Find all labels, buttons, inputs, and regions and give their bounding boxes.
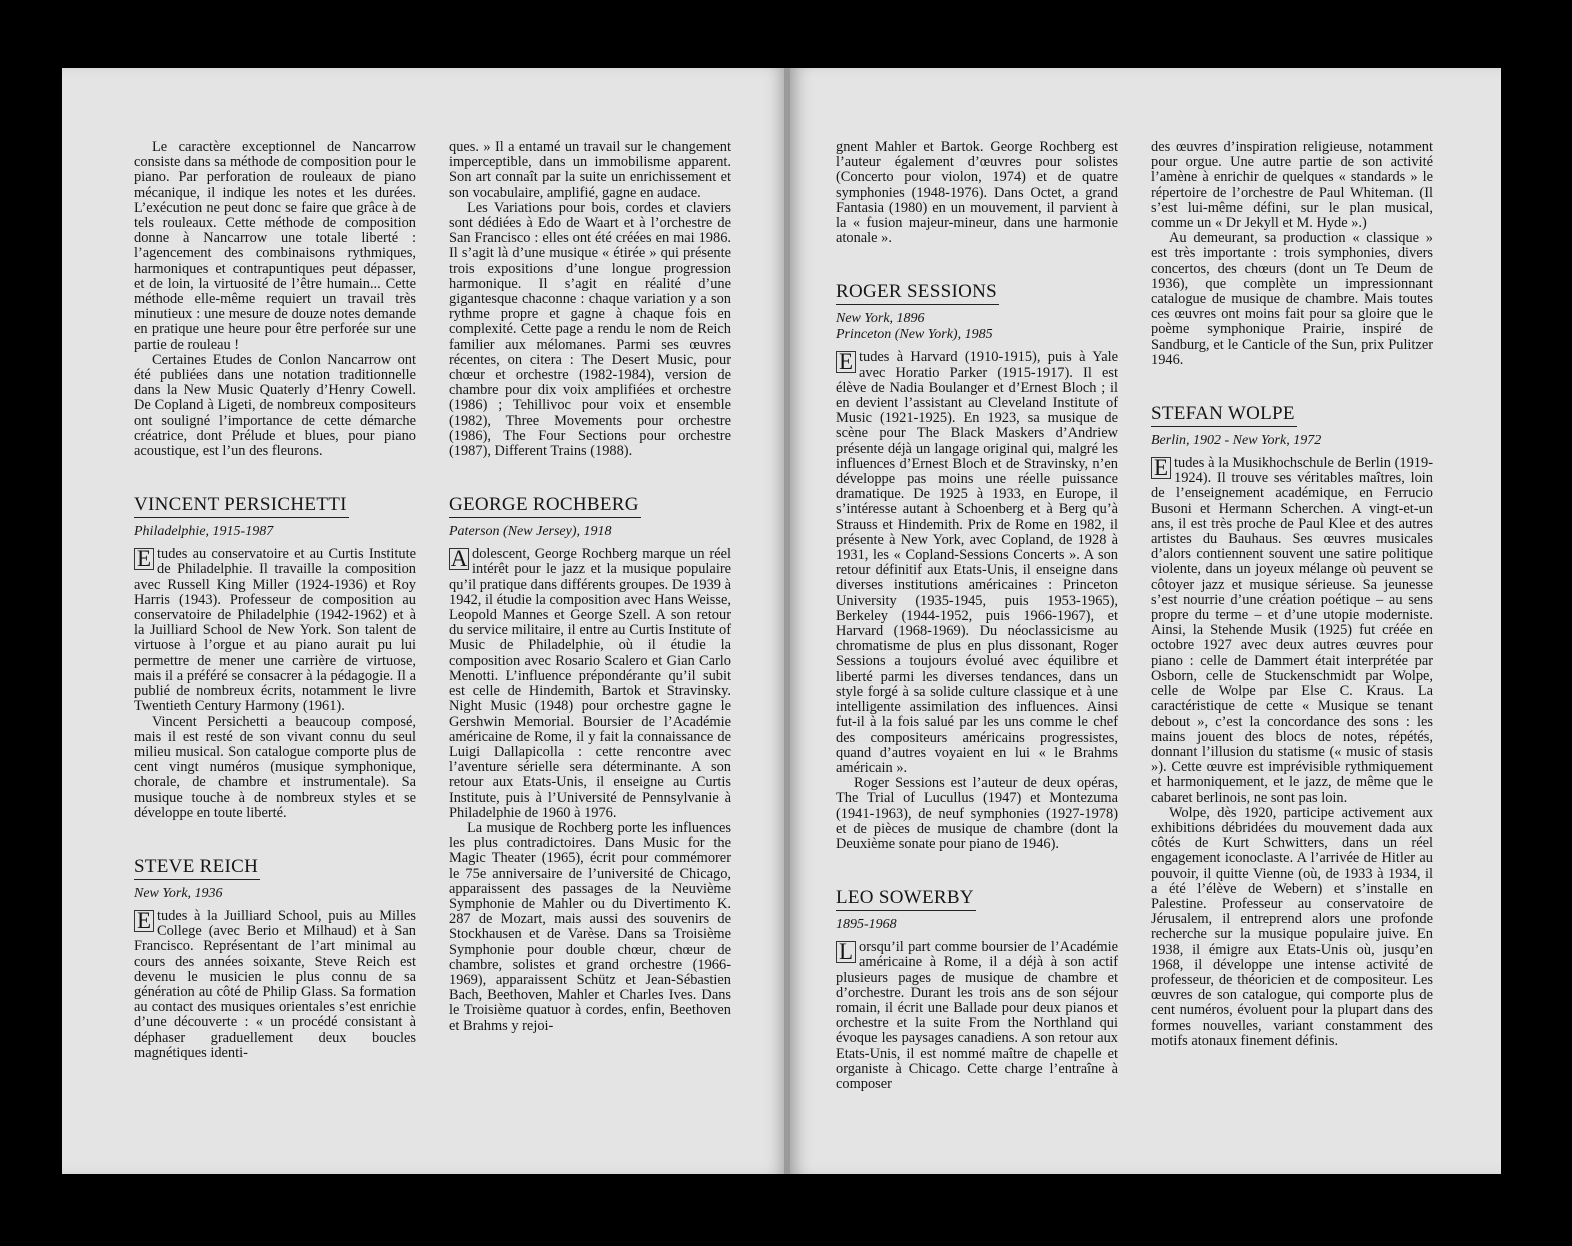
dates-sessions-birth: New York, 1896 bbox=[836, 311, 925, 327]
left-column-2 bbox=[449, 140, 731, 1034]
dates-wolpe: Berlin, 1902 - New York, 1972 bbox=[1151, 433, 1322, 449]
persichetti-paragraph-1: E tudes au conservatoire et au Curtis Institute de Philadelphie. Il travaille la composition avec Russell King Miller (1924-1936) et Roy Harris (1943). Professeur de composition au conservatoire de Philadelphie (1942-1962) et à la Juilliard School de New York. Son talent de virtuose à l’orgue et au piano aurait pu lui permettre de mener une carrière de virtuose, mais il a préféré se consacrer à la pédagogie. Il a publié de nombreux écrits, notamment le livre Twentieth Century Harmony (1961). bbox=[134, 546, 416, 715]
sowerby-continued-2: Au demeurant, sa production « classique » est très importante : trois symphonies, divers concertos, des chœurs (dont un Te Deum de 1936), que complète un impressionnant catalogue de musique de chambre. Mais toutes ces œuvres ont moins fait pour sa gloire que le poème symphonique Prairie, inspiré de Sandburg, et le Canticle of the Sun, prix Pulitzer 1946. bbox=[1151, 230, 1433, 368]
wolpe-paragraph-2: Wolpe, dès 1920, participe activement aux exhibitions débridées du mouvement dada aux côtés de Kurt Schwitters, dans un réel engagement iconoclaste. A l’arrivée de Hitler au pouvoir, il quitte Vienne (où, de 1933 à 1934, il a été l’élève de Webern) et s’installe en Palestine. Professeur au conservatoire de Jérusalem, il entreprend alors une profonde recherche sur la musique populaire juive. En 1938, il émigre aux Etats-Unis où, jusqu’en 1968, il développe une intense activité de professeur, de théoricien et de compositeur. Les œuvres de son catalogue, qui comporte plus de cent numéros, évoluent pour la plupart dans des formes nouvelles, variant constamment des motifs atonaux finement définis. bbox=[1151, 804, 1433, 1049]
heading-wolpe: STEFAN WOLPE bbox=[1151, 402, 1297, 427]
reich-continued-2: Les Variations pour bois, cordes et claviers sont dédiées à Edo de Waart et à l’orchestre de San Francisco : elles ont été créées en mai 1986. Il s’agit là d’une musique « étirée » qui présente trois expositions d’une longue progression harmonique. Il s’agit en réalité d’une gigantesque chaconne : chaque variation y a son rythme propre et gagne à chaque fois en complexité. Cette page a rendu le nom de Reich familier aux mélomanes. Parmi ses œuvres récentes, on citera : The Desert Music, pour chœur et orchestre (1982-1984), version de chambre pour dix voix amplifiées et orchestre (1986) ; Tehillivoc pour voix et ensemble (1982), Three Movements pour orchestre (1986), The Four Sections pour orchestre (1987), Different Trains (1988). bbox=[449, 199, 731, 460]
drop-cap: E bbox=[836, 351, 856, 373]
dates-reich: New York, 1936 bbox=[134, 885, 223, 901]
dates-sowerby: 1895-1968 bbox=[836, 917, 897, 933]
heading-persichetti: VINCENT PERSICHETTI bbox=[134, 493, 349, 518]
nancarrow-paragraph-2: Certaines Etudes de Conlon Nancarrow ont été publiées dans une notation traditionnelle dans la New Music Quaterly d’Henry Cowell. De Copland à Ligeti, de nombreux compositeurs ont souligné l’importance de cette démarche créatrice, dont Prélude et blues, pour piano acoustique, est l’un des fleurons. bbox=[134, 351, 416, 460]
sessions-paragraph-2: Roger Sessions est l’auteur de deux opéras, The Trial of Lucullus (1947) et Montezuma (1941-1963), de neuf symphonies (1927-1978) et de pièces de musique de chambre (dont la Deuxième sonate pour piano de 1946). bbox=[836, 775, 1118, 852]
drop-cap: A bbox=[450, 546, 468, 572]
right-page bbox=[790, 68, 1501, 1174]
sessions-paragraph-1: E tudes à Harvard (1910-1915), puis à Yale avec Horatio Parker (1915-1917). Il est élève de Nadia Boulanger et d’Ernest Bloch ; il en devient l’assistant au Cleveland Institute of Music (1921-1925). En 1923, sa musique de scène pour The Black Maskers d’Andriew présente déjà un langage original qui, malgré les influences d’Ernest Bloch et de Stravinsky, n’en développe pas moins une réelle puissance dramatique. De 1925 à 1933, en Europe, il s’intéresse autant à Schoenberg et à Berg qu’à Strauss et Hindemith. Prix de Rome en 1982, il présente à New York, avec Copland, de 1928 à 1931, les « Copland-Sessions Concerts ». A son retour définitif aux Etats-Unis, il enseigne dans diverses institutions américaines : Princeton University (1935-1945, puis 1953-1965), Berkeley (1944-1952, puis 1966-1967), et Harvard (1968-1969). Du néoclassicisme au chromatisme de plus en plus dissonant, Roger Sessions a toujours évolué avec équilibre et liberté parmi les diverses tendances, dans un style forgé à sa solide culture classique et à une intelligente assimilation des influences. Ainsi fut-il à la fois salué par les uns comme le chef des compositeurs américains progressistes, quand d’autres voyaient en lui « le Brahms américain ». bbox=[836, 349, 1118, 776]
persichetti-paragraph-2: Vincent Persichetti a beaucoup composé, mais il est resté de son vivant connu du seul milieu musical. Son catalogue comporte plus de cent vingt numéros (musique symphonique, chorale, de chambre et instrumentale). Sa musique touche à de nombreux styles et se développe en toute liberté. bbox=[134, 713, 416, 821]
rochberg-continued: gnent Mahler et Bartok. George Rochberg est l’auteur également d’œuvres pour solistes (Concerto pour violon, 1974) et de quatre symphonies (1948-1976). Dans Octet, a grand Fantasia (1980) en un mouvement, il parvient à la « fusion majeur-mineur, dans une harmonie atonale ». bbox=[836, 139, 1118, 247]
heading-sessions: ROGER SESSIONS bbox=[836, 280, 999, 305]
dates-sessions-death: Princeton (New York), 1985 bbox=[836, 327, 993, 343]
sowerby-paragraph-1: L orsqu’il part comme boursier de l’Académie américaine à Rome, il a déjà à son actif plusieurs pages de musique de chambre et d’orchestre. Durant les trois ans de son séjour romain, il écrit une Ballade pour deux pianos et orchestre et la suite From the Northland qui évoque les paysages canadiens. A son retour aux Etats-Unis, il est nommé maître de chapelle et organiste à Chicago. Cette charge l’entraîne à composer bbox=[836, 939, 1118, 1092]
left-page bbox=[62, 68, 787, 1174]
reich-paragraph-1: E tudes à la Juilliard School, puis au Milles College (avec Berio et Milhaud) et à San Francisco. Représentant de l’art minimal au cours des années soixante, Steve Reich est devenu le musicien le plus connu de sa génération au côté de Philip Glass. Sa formation au contact des musiques orientales s’est enrichie d’une découverte : « un procédé consistant à déphaser graduellement deux boucles magnétiques identi- bbox=[134, 907, 416, 1061]
dates-rochberg: Paterson (New Jersey), 1918 bbox=[449, 524, 612, 540]
right-column-1 bbox=[836, 140, 1118, 1092]
rochberg-paragraph-2: La musique de Rochberg porte les influences les plus contradictoires. Dans Music for the Magic Theater (1965), écrit pour commémorer le 75e anniversaire de l’université de Chicago, apparaissent des passages de la Neuvième Symphonie de Mahler ou du Divertimento K. 287 de Mozart, mais aussi des souvenirs de Stockhausen et de Varèse. Dans sa Troisième Symphonie pour double chœur, chœur de chambre, solistes et grand orchestre (1966-1969), apparaissent Schütz et Jean-Sébastien Bach, Beethoven, Mahler et Charles Ives. Dans le Troisième quatuor à cordes, enfin, Beethoven et Brahms y rejoi- bbox=[449, 819, 731, 1034]
left-column-1 bbox=[134, 140, 416, 1061]
dates-persichetti: Philadelphie, 1915-1987 bbox=[134, 524, 274, 540]
right-column-2 bbox=[1151, 140, 1433, 1049]
reich-continued-1: ques. » Il a entamé un travail sur le changement imperceptible, dans un immobilisme apparent. Son art connaît par la suite un enrichissement et son vocabulaire, amplifié, gagne en audace. bbox=[449, 139, 731, 201]
heading-reich: STEVE REICH bbox=[134, 855, 260, 880]
nancarrow-paragraph-1: Le caractère exceptionnel de Nancarrow consiste dans sa méthode de composition pour le piano. Par perforation de rouleaux de piano mécanique, il indique les notes et les durées. L’exécution ne peut donc se faire que grâce à de tels rouleaux. Cette méthode de composition donne à Nancarrow une totale liberté : l’agencement des combinaisons rythmiques, harmoniques et contrapuntiques peut dépasser, et de loin, la virtuosité de l’être humain... Cette méthode elle-même requiert un travail très minutieux : une mesure de douze notes demande en pratique une heure pour être perforée sur une partie de rouleau ! bbox=[134, 139, 416, 353]
wolpe-paragraph-1: E tudes à la Musikhochschule de Berlin (1919-1924). Il trouve ses véritables maîtres, loin de l’enseignement académique, en Ferrucio Busoni et Hermann Scherchen. A vingt-et-un ans, il est très proche de Paul Klee et des autres artistes du Bauhaus. Ses œuvres musicales d’alors contiennent souvent une satire politique violente, dans un joyeux mélange où peuvent se côtoyer jazz et musique sérieuse. Sa jeunesse s’est nourrie d’une création poétique – au sens propre du terme – et d’une utopie moderniste. Ainsi, la Stehende Musik (1925) fut créée en octobre 1927 avec deux autres œuvres pour piano : celle de Dammert était interprétée par Osborn, celle de Stuckenschmidt par Wolpe, celle de Wolpe par Else C. Kraus. La caractéristique de cette « Musique se tenant debout », c’est la concordance des sons : les mains jouent des blocs de notes, répétés, donnant l’illusion du statisme (« music of stasis »). Cette œuvre est imprévisible rythmiquement et harmoniquement, et le jazz, de même que le cabaret berlinois, ne sont pas loin. bbox=[1151, 455, 1433, 806]
rochberg-paragraph-1: A dolescent, George Rochberg marque un réel intérêt pour le jazz et la musique populaire qu’il pratique dans différents groupes. De 1939 à 1942, il étudie la composition avec Hans Weisse, Leopold Mannes et George Szell. A son retour du service militaire, il entre au Curtis Institute of Music de Philadelphie, où il étudie la composition avec Rosario Scalero et Gian Carlo Menotti. L’influence prépondérante qu’il subit est celle de Hindemith, Bartok et Stravinsky. Night Music (1948) pour orchestre gagne le Gershwin Memorial. Boursier de l’Académie américaine de Rome, il y fait la connaissance de Luigi Dallapicolla : cette rencontre avec l’aventure sérielle sera déterminante. A son retour aux Etats-Unis, il enseigne au Curtis Institute, puis à l’Université de Pennsylvanie à Philadelphie de 1960 à 1976. bbox=[449, 546, 731, 821]
drop-cap: E bbox=[134, 548, 154, 570]
drop-cap: L bbox=[836, 941, 856, 963]
heading-sowerby: LEO SOWERBY bbox=[836, 886, 976, 911]
drop-cap: E bbox=[1151, 457, 1171, 479]
heading-rochberg: GEORGE ROCHBERG bbox=[449, 493, 641, 518]
drop-cap: E bbox=[134, 910, 154, 932]
sowerby-continued-1: des œuvres d’inspiration religieuse, notamment pour orgue. Une autre partie de son activité l’amène à enrichir de quelques « standards » le répertoire de l’orchestre de Paul Whiteman. (Il s’est lui-même défini, sur le plan musical, comme un « Dr Jekyll et M. Hyde ».) bbox=[1151, 139, 1433, 232]
